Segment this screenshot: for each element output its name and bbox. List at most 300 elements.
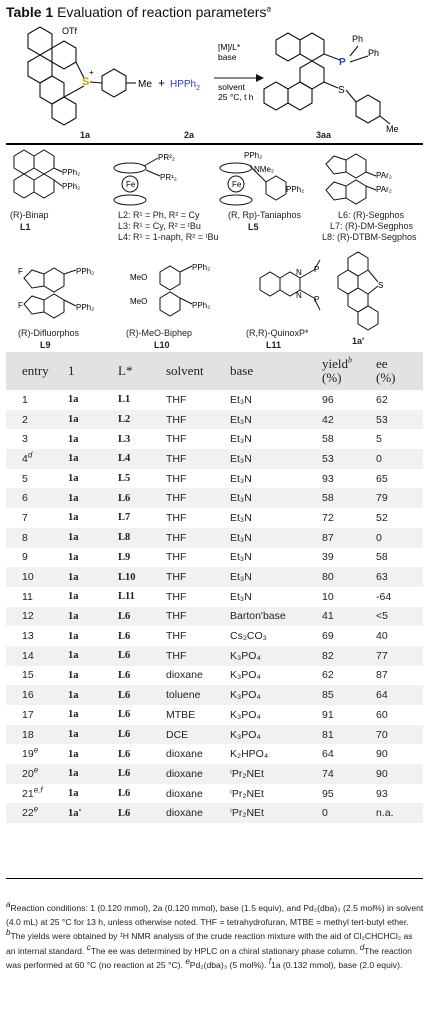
phenyl-label-2: Ph	[368, 48, 380, 58]
cell-substrate: 1a	[68, 630, 79, 642]
l6-par2-top: PAr₂	[376, 171, 392, 180]
footnote-e-mark: e	[185, 956, 190, 966]
cell-ee: 40	[376, 630, 388, 643]
header-entry: entry	[6, 352, 68, 390]
cell-yield: 95	[322, 787, 334, 800]
cell-entry	[6, 528, 68, 548]
condition-2: base	[218, 52, 237, 62]
footnote-mark-a: a	[266, 4, 271, 14]
cell-base: Barton'base	[230, 607, 322, 627]
ligand-structures	[0, 146, 429, 354]
cell-entry	[6, 607, 68, 627]
l2-pr1-label: PR¹₂	[160, 173, 177, 182]
cell-entry	[6, 705, 68, 725]
footnotes	[6, 901, 424, 972]
cell-ligand: L1	[118, 394, 131, 406]
cell-ligand: L6	[118, 803, 166, 823]
cell-yield: 72	[322, 511, 334, 524]
cell-base: K₂HPO₄	[230, 748, 269, 761]
cell-yield: 64	[322, 748, 334, 761]
cell-base: K₃PO₄	[230, 669, 261, 682]
cell-base: K₃PO₄	[230, 708, 261, 721]
entry-note: d	[27, 450, 33, 460]
entry-note: e	[33, 804, 39, 814]
cell-ligand: L8	[118, 528, 166, 548]
entry-number: 3	[22, 433, 28, 446]
compound-1a-prime: 1a'	[352, 336, 365, 346]
cell-substrate: 1a	[68, 709, 79, 721]
cell-substrate: 1a	[68, 433, 79, 445]
cell-solvent: THF	[166, 551, 187, 564]
methyl-label: Me	[138, 79, 152, 90]
cell-ligand: L4	[118, 449, 166, 469]
cell-solvent: toluene	[166, 685, 230, 705]
cell-entry	[6, 469, 68, 489]
entry-number: 11	[22, 590, 33, 603]
cell-ee: 0	[376, 528, 423, 548]
plus-sign: +	[158, 76, 166, 90]
cell-entry	[6, 666, 68, 686]
cell-entry	[6, 685, 68, 705]
cell-ligand: L7	[118, 512, 131, 524]
cell-ligand: L11	[118, 591, 135, 603]
sulfonium-charge: +	[89, 68, 94, 77]
cell-substrate: 1a	[68, 488, 118, 508]
cell-yield: 96	[322, 393, 334, 406]
cell-solvent: THF	[166, 410, 230, 430]
l11-nitrogen-bottom: N	[296, 291, 302, 300]
cell-yield: 53	[322, 449, 376, 469]
entry-number: 20	[22, 767, 34, 780]
entry-number: 15	[22, 669, 34, 682]
reaction-scheme	[0, 20, 429, 142]
cell-solvent: dioxane	[166, 669, 203, 682]
cell-ee: 65	[376, 472, 388, 485]
product-sulfur-label: S	[338, 85, 345, 96]
cell-entry	[6, 429, 68, 449]
table-row	[6, 508, 423, 528]
cell-entry	[6, 646, 68, 666]
table-row	[6, 488, 423, 508]
cell-ee: <5	[376, 607, 423, 627]
cell-substrate: 1a	[68, 394, 79, 406]
table-row	[6, 705, 423, 725]
footnote-c: The ee was determined by HPLC on a chiral stationary phase column.	[90, 945, 358, 956]
product-methyl-label: Me	[386, 124, 399, 134]
table-row	[6, 607, 423, 627]
cell-yield: 42	[322, 410, 376, 430]
cell-yield: 0	[322, 803, 376, 823]
table-row	[6, 410, 423, 430]
cell-substrate: 1a	[68, 591, 79, 603]
cell-entry	[6, 784, 68, 804]
compound-3aa: 3aa	[316, 130, 332, 140]
cell-solvent: THF	[166, 528, 230, 548]
reagent-subscript: 2	[196, 85, 201, 92]
cell-substrate: 1a	[68, 567, 118, 587]
cell-yield: 58	[322, 433, 334, 446]
cell-ligand: L6	[118, 788, 131, 800]
header-ee	[376, 352, 423, 390]
l11-phosphorus-bottom: P	[314, 295, 320, 304]
condition-3: solvent	[218, 82, 245, 92]
cell-base: ⁱPr₂NEt	[230, 803, 322, 823]
cell-substrate: 1a	[68, 669, 79, 681]
table-row	[6, 685, 423, 705]
cell-substrate: 1a	[68, 607, 118, 627]
cell-base: K₃PO₄	[230, 646, 322, 666]
cell-substrate: 1a	[68, 528, 118, 548]
reagent-label	[170, 79, 200, 92]
footnote-a: Reaction conditions: 1 (0.120 mmol), 2a (0.120 mmol), base (1.5 equiv), and Pd₂(dba)₃ (2.5 mol%) in solvent (4.0 mL) at 25 °C for 13 h, unless otherwise noted. THF = tetrahydrofuran, MTBE = methyl tert-butyl ether.	[6, 903, 424, 928]
table-row	[6, 587, 423, 607]
footnote-e: Pd₂(dba)₃ (5 mol%).	[189, 959, 267, 970]
cell-substrate: 1a	[68, 410, 118, 430]
cell-yield: 82	[322, 646, 376, 666]
header-yield-note: b	[348, 355, 352, 365]
cell-substrate: 1a	[68, 788, 79, 800]
l5-nme2-label: NMe₂	[254, 165, 274, 174]
table-row	[6, 528, 423, 548]
cell-solvent: THF	[166, 433, 187, 446]
cell-yield: 58	[322, 488, 376, 508]
entry-number: 4	[22, 452, 28, 465]
l9-fluorine-top: F	[18, 267, 23, 276]
header-yield-text: yield	[322, 355, 348, 371]
entry-note: e,f	[33, 785, 43, 795]
cell-substrate: 1a	[68, 748, 79, 760]
cell-entry	[6, 587, 68, 607]
sulfur-label: S	[82, 76, 90, 88]
entry-note: e	[33, 765, 39, 775]
cell-ligand: L3	[118, 433, 131, 445]
ligand-l1-name: (R)-Binap	[10, 210, 49, 220]
header-base: base	[230, 352, 322, 390]
cell-solvent: THF	[166, 472, 187, 485]
cell-yield: 69	[322, 630, 334, 643]
cell-solvent: DCE	[166, 725, 230, 745]
compound-1a-prime-sulfur: S	[378, 281, 384, 290]
cell-ee: 52	[376, 511, 388, 524]
cell-ee: 77	[376, 646, 423, 666]
cell-substrate: 1a	[68, 449, 118, 469]
footnote-c-mark: c	[86, 942, 91, 952]
header-yield	[322, 352, 376, 390]
cell-base: K₃PO₄	[230, 685, 322, 705]
ligand-l9-id: L9	[40, 340, 51, 350]
entry-number: 22	[22, 807, 34, 820]
l2-fe-label: Fe	[126, 180, 136, 189]
entry-number: 7	[22, 511, 28, 524]
ligand-l9-name: (R)-Difluorphos	[18, 328, 80, 338]
cell-entry	[6, 508, 68, 528]
cell-base: ⁱPr₂NEt	[230, 787, 264, 800]
l10-meo-top: MeO	[130, 273, 148, 282]
l9-fluorine-bottom: F	[18, 301, 23, 310]
cell-entry	[6, 803, 68, 823]
entry-number: 12	[22, 610, 34, 623]
table-row	[6, 744, 423, 764]
cell-entry	[6, 488, 68, 508]
cell-yield: 80	[322, 567, 376, 587]
cell-solvent: THF	[166, 567, 230, 587]
cell-entry	[6, 410, 68, 430]
table-bottom-rule	[6, 878, 423, 879]
phosphorus-label: P	[339, 57, 346, 68]
table-row	[6, 469, 423, 489]
cell-ligand: L6	[118, 630, 131, 642]
cell-ee: 64	[376, 685, 423, 705]
cell-solvent: dioxane	[166, 748, 203, 761]
ligand-l5-id: L5	[248, 222, 259, 232]
cell-ee: 90	[376, 764, 423, 784]
ligand-l11-id: L11	[266, 340, 282, 350]
footnote-b: The yields were obtained by ¹H NMR analysis of the crude reaction mixture with the aid of Cl₂CHCHCl₂ as an internal standard.	[6, 931, 413, 956]
cell-yield: 85	[322, 685, 376, 705]
cell-ligand: L5	[118, 473, 131, 485]
cell-ligand: L6	[118, 748, 131, 760]
cell-yield: 39	[322, 551, 334, 564]
cell-base: Et₃N	[230, 472, 252, 485]
header-yield-unit: (%)	[322, 369, 342, 385]
cell-ee: 90	[376, 748, 388, 761]
cell-yield: 74	[322, 764, 376, 784]
ligand-l4-name: L4: R¹ = 1-naph, R² = ᵗBu	[118, 232, 219, 242]
cell-solvent: THF	[166, 630, 187, 643]
table-row	[6, 764, 423, 784]
cell-solvent: dioxane	[166, 803, 230, 823]
footnote-d: The reaction was performed at 60 °C (no reaction at 25 °C).	[6, 945, 412, 970]
cell-entry	[6, 626, 68, 646]
table-row	[6, 784, 423, 804]
table-number: Table 1	[6, 4, 54, 20]
table-row	[6, 548, 423, 568]
cell-ee: n.a.	[376, 803, 423, 823]
l10-pph2-top: PPh₂	[192, 263, 211, 272]
table-row	[6, 626, 423, 646]
header-ligand: L*	[118, 352, 166, 390]
table-row	[6, 449, 423, 469]
ligand-l5-name: (R, Rp)-Taniaphos	[228, 210, 302, 220]
cell-solvent: THF	[166, 449, 230, 469]
cell-ee: 60	[376, 708, 388, 721]
table-row	[6, 390, 423, 410]
cell-solvent: dioxane	[166, 764, 230, 784]
ligand-l3-name: L3: R¹ = Cy, R² = ᵗBu	[118, 221, 201, 231]
cell-ee: 0	[376, 449, 423, 469]
footnote-d-mark: d	[359, 942, 365, 952]
cell-ee: 58	[376, 551, 388, 564]
table-row	[6, 646, 423, 666]
l11-phosphorus-top: P	[314, 265, 320, 274]
cell-base: Et₃N	[230, 567, 322, 587]
cell-base: Et₃N	[230, 449, 322, 469]
cell-base: Et₃N	[230, 528, 322, 548]
cell-entry	[6, 449, 68, 469]
ligand-l10-name: (R)-MeO-Biphep	[126, 328, 193, 338]
cell-ligand: L6	[118, 488, 166, 508]
cell-base: Et₃N	[230, 488, 322, 508]
condition-4: 25 °C, t h	[218, 92, 254, 102]
table-header-row	[6, 352, 423, 390]
table-body	[6, 390, 423, 823]
cell-ligand: L6	[118, 669, 131, 681]
entry-number: 1	[22, 393, 28, 406]
table-row	[6, 666, 423, 686]
cell-ee: 63	[376, 567, 423, 587]
table-row	[6, 803, 423, 823]
cell-entry	[6, 567, 68, 587]
table-row	[6, 429, 423, 449]
cell-solvent: MTBE	[166, 708, 196, 721]
results-table	[6, 352, 423, 823]
entry-number: 16	[22, 689, 34, 702]
cell-entry	[6, 390, 68, 410]
cell-ligand: L6	[118, 646, 166, 666]
cell-solvent: THF	[166, 646, 230, 666]
entry-note: e	[33, 745, 39, 755]
table-caption: Evaluation of reaction parameters	[57, 4, 267, 20]
cell-solvent: THF	[166, 590, 187, 603]
entry-number: 8	[22, 531, 28, 544]
l5-pph2-label-2: PPh₂	[286, 185, 305, 194]
cell-base: Et₃N	[230, 393, 252, 406]
cell-yield: 62	[322, 669, 334, 682]
entry-number: 5	[22, 472, 28, 485]
cell-yield: 87	[322, 528, 376, 548]
cell-ee: 5	[376, 433, 382, 446]
cell-ee: -64	[376, 590, 392, 603]
l6-par2-bottom: PAr₂	[376, 185, 392, 194]
cell-base: Et₃N	[230, 511, 252, 524]
table-row	[6, 567, 423, 587]
cell-ligand: L6	[118, 764, 166, 784]
l5-pph2-label-1: PPh₂	[244, 151, 263, 160]
cell-solvent: THF	[166, 607, 230, 627]
cell-ee: 79	[376, 488, 423, 508]
condition-1: [M]/L*	[218, 42, 241, 52]
cell-yield: 41	[322, 607, 376, 627]
entry-number: 10	[22, 571, 34, 584]
footnote-f-mark: f	[268, 956, 271, 966]
cell-ligand: L9	[118, 551, 131, 563]
cell-yield: 91	[322, 708, 334, 721]
ligand-l7-name: L7: (R)-DM-Segphos	[330, 221, 414, 231]
cell-ligand: L2	[118, 410, 166, 430]
cell-ligand: L6	[118, 709, 131, 721]
cell-base: Et₃N	[230, 551, 252, 564]
cell-solvent: dioxane	[166, 787, 203, 800]
cell-substrate: 1a	[68, 473, 79, 485]
header-substrate: 1	[68, 352, 118, 390]
l1-pph2-bottom: PPh₂	[62, 182, 81, 191]
cell-ee: 87	[376, 669, 388, 682]
l10-meo-bottom: MeO	[130, 297, 148, 306]
cell-substrate: 1a	[68, 646, 118, 666]
cell-entry	[6, 744, 68, 764]
ligand-l11-name: (R,R)-QuinoxP*	[246, 328, 309, 338]
entry-number: 14	[22, 649, 34, 662]
l9-pph2-bottom: PPh₂	[76, 303, 95, 312]
footnote-a-mark: a	[6, 900, 11, 910]
otf-label: OTf	[62, 26, 77, 36]
ligand-l10-id: L10	[154, 340, 170, 350]
l10-pph2-bottom: PPh₂	[192, 301, 211, 310]
ligand-l2-name: L2: R¹ = Ph, R² = Cy	[118, 210, 200, 220]
cell-ligand: L6	[118, 725, 166, 745]
l11-nitrogen-top: N	[296, 268, 302, 277]
l9-pph2-top: PPh₂	[76, 267, 95, 276]
cell-ligand: L6	[118, 607, 166, 627]
cell-base: Et₃N	[230, 433, 252, 446]
ligand-l1-id: L1	[20, 222, 31, 232]
cell-solvent: THF	[166, 511, 187, 524]
l2-pr2-label: PR²₂	[158, 153, 175, 162]
cell-base: ⁱPr₂NEt	[230, 764, 322, 784]
cell-yield: 93	[322, 472, 334, 485]
l5-fe-label: Fe	[232, 180, 242, 189]
entry-number: 19	[22, 748, 34, 761]
cell-yield: 10	[322, 590, 334, 603]
cell-ligand: L10	[118, 567, 166, 587]
cell-substrate: 1a	[68, 512, 79, 524]
cell-substrate: 1a	[68, 685, 118, 705]
entry-number: 2	[22, 413, 28, 426]
table-title	[6, 4, 271, 20]
cell-substrate: 1a'	[68, 803, 118, 823]
header-ee-text: ee	[376, 355, 388, 371]
cell-base: Cs₂CO₃	[230, 630, 267, 643]
cell-entry	[6, 548, 68, 568]
ligand-l6-name: L6: (R)-Segphos	[338, 210, 405, 220]
table-row	[6, 725, 423, 745]
cell-base: Et₃N	[230, 410, 322, 430]
cell-yield: 81	[322, 725, 376, 745]
cell-solvent: THF	[166, 488, 230, 508]
entry-number: 13	[22, 630, 34, 643]
l1-pph2-top: PPh₂	[62, 168, 81, 177]
cell-substrate: 1a	[68, 764, 118, 784]
compound-2a: 2a	[184, 130, 195, 140]
footnote-f: 1a (0.132 mmol), base (2.0 equiv).	[270, 959, 403, 970]
entry-number: 6	[22, 492, 28, 505]
scheme-divider	[6, 143, 423, 145]
cell-substrate: 1a	[68, 551, 79, 563]
phenyl-label-1: Ph	[352, 34, 364, 44]
entry-number: 21	[22, 787, 34, 800]
cell-base: Et₃N	[230, 590, 252, 603]
footnote-b-mark: b	[6, 928, 11, 938]
entry-number: 9	[22, 551, 28, 564]
reagent-formula: HPPh	[170, 79, 197, 90]
cell-substrate: 1a	[68, 725, 118, 745]
cell-entry	[6, 725, 68, 745]
cell-ee: 62	[376, 393, 388, 406]
ligand-l8-name: L8: (R)-DTBM-Segphos	[322, 232, 417, 242]
entry-number: 17	[22, 708, 34, 721]
cell-entry	[6, 764, 68, 784]
cell-ee: 70	[376, 725, 423, 745]
header-ee-unit: (%)	[376, 369, 396, 385]
cell-ee: 93	[376, 787, 388, 800]
cell-ligand: L6	[118, 685, 166, 705]
entry-number: 18	[22, 728, 34, 741]
cell-base: K₃PO₄	[230, 725, 322, 745]
header-solvent: solvent	[166, 352, 230, 390]
cell-solvent: THF	[166, 393, 187, 406]
cell-ee: 53	[376, 410, 423, 430]
compound-1a: 1a	[80, 130, 91, 140]
